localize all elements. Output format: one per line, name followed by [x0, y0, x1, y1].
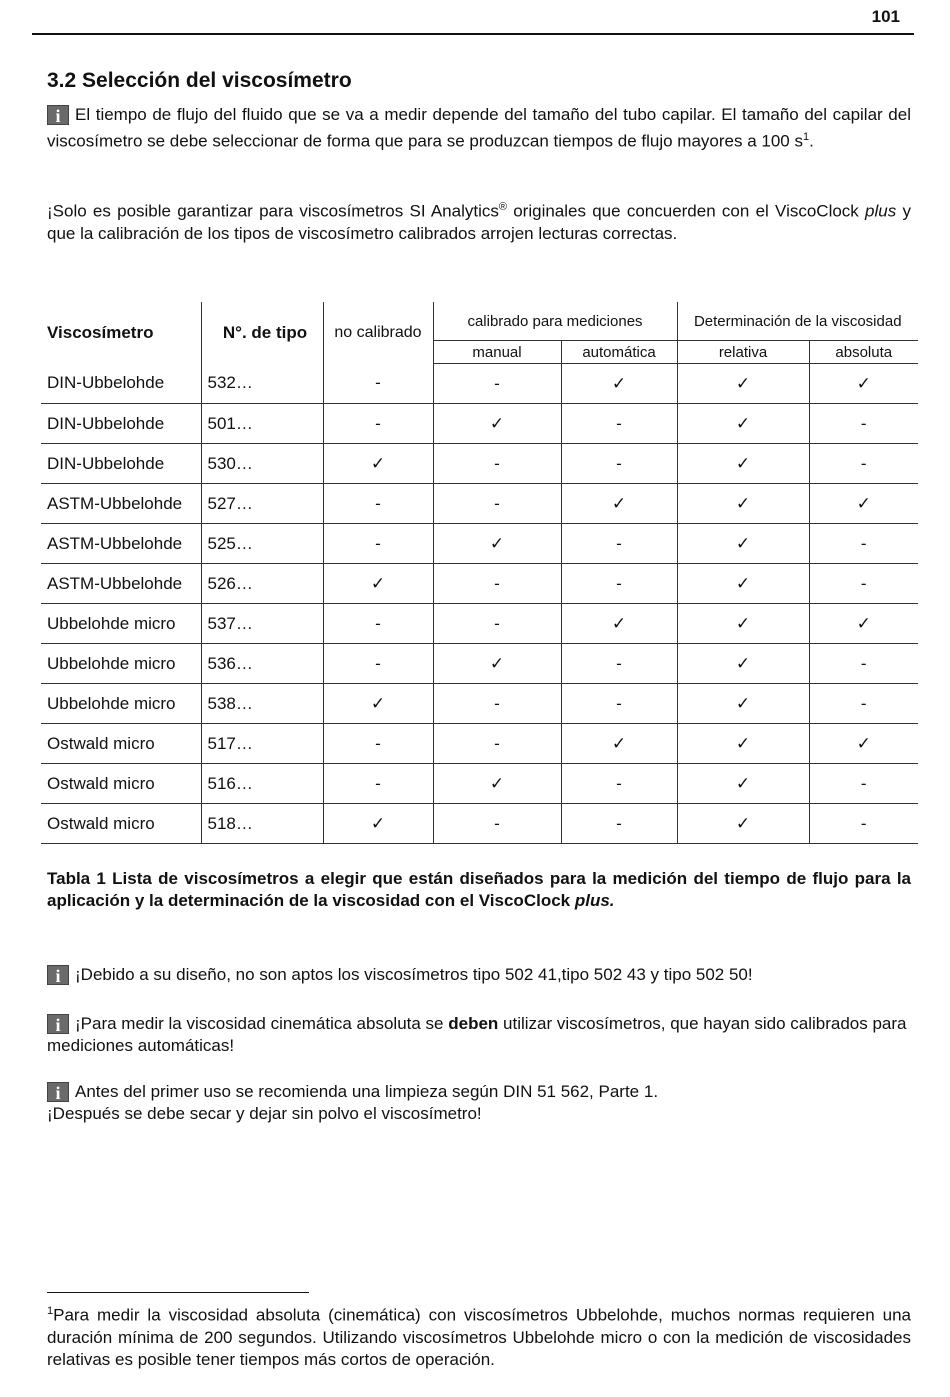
- cell-absolute: -: [809, 644, 918, 684]
- intro-p2-italic: plus: [865, 201, 897, 221]
- cell-automatic: ✓: [561, 364, 677, 404]
- header-rule: [32, 33, 914, 35]
- note-3: [47, 1081, 911, 1125]
- info-icon: i: [47, 965, 69, 985]
- intro-p2-part3: y que la calibración de los tipos de viscosímetro calibrados arrojen lecturas correctas.: [47, 201, 911, 243]
- note-3-line-1: Antes del primer uso se recomienda una limpieza según DIN 51 562, Parte 1.: [75, 1082, 659, 1101]
- cell-type-no: 518…: [201, 804, 323, 844]
- cell-type-no: 526…: [201, 564, 323, 604]
- cell-manual: -: [433, 484, 561, 524]
- cell-automatic: ✓: [561, 724, 677, 764]
- registered-mark: ®: [498, 201, 507, 213]
- table-row: [41, 524, 918, 564]
- caption-text: Tabla 1 Lista de viscosímetros a elegir que están diseñados para la medición del tiempo de flujo para la aplicación y la determinación de la viscosidad con el ViscoClock: [47, 869, 911, 910]
- note-2-part2: utilizar viscosímetros, que hayan sido calibrados para mediciones automáticas!: [47, 1014, 907, 1055]
- page-number: 101: [871, 7, 900, 26]
- viscometer-table: [41, 302, 918, 844]
- table-caption: [47, 868, 911, 912]
- info-icon: i: [47, 1014, 69, 1034]
- cell-relative: ✓: [677, 524, 809, 564]
- cell-absolute: ✓: [809, 724, 918, 764]
- cell-absolute: -: [809, 524, 918, 564]
- header-absolute: absoluta: [809, 341, 918, 364]
- cell-viscometer: Ostwald micro: [41, 764, 201, 804]
- note-1-text: ¡Debido a su diseño, no son aptos los viscosímetros tipo 502 41,tipo 502 43 y tipo 502 50!: [75, 965, 753, 984]
- footnote-rule: [47, 1292, 309, 1293]
- header-relative: relativa: [677, 341, 809, 364]
- table-row: [41, 644, 918, 684]
- cell-absolute: ✓: [809, 604, 918, 644]
- cell-manual: -: [433, 724, 561, 764]
- cell-uncalibrated: -: [323, 724, 433, 764]
- header-determination-group: Determinación de la viscosidad: [677, 302, 918, 341]
- cell-manual: -: [433, 364, 561, 404]
- footnote-ref: 1: [802, 131, 810, 143]
- table-row: [41, 484, 918, 524]
- cell-uncalibrated: -: [323, 604, 433, 644]
- cell-manual: -: [433, 444, 561, 484]
- header-manual: manual: [433, 341, 561, 364]
- cell-automatic: ✓: [561, 604, 677, 644]
- note-2-bold: deben: [448, 1014, 499, 1033]
- cell-uncalibrated: ✓: [323, 564, 433, 604]
- cell-absolute: -: [809, 404, 918, 444]
- cell-type-no: 536…: [201, 644, 323, 684]
- cell-type-no: 501…: [201, 404, 323, 444]
- cell-uncalibrated: ✓: [323, 444, 433, 484]
- cell-uncalibrated: -: [323, 764, 433, 804]
- table-row: [41, 684, 918, 724]
- cell-viscometer: DIN-Ubbelohde: [41, 364, 201, 404]
- cell-type-no: 517…: [201, 724, 323, 764]
- cell-relative: ✓: [677, 404, 809, 444]
- cell-viscometer: Ostwald micro: [41, 724, 201, 764]
- cell-absolute: -: [809, 804, 918, 844]
- table-row: [41, 804, 918, 844]
- table-row: [41, 444, 918, 484]
- cell-absolute: -: [809, 564, 918, 604]
- cell-relative: ✓: [677, 804, 809, 844]
- footnote: [47, 1300, 911, 1371]
- cell-automatic: -: [561, 684, 677, 724]
- cell-relative: ✓: [677, 684, 809, 724]
- cell-uncalibrated: ✓: [323, 684, 433, 724]
- cell-absolute: -: [809, 444, 918, 484]
- intro-paragraph-2: [47, 196, 911, 245]
- cell-automatic: ✓: [561, 484, 677, 524]
- cell-viscometer: ASTM-Ubbelohde: [41, 524, 201, 564]
- cell-uncalibrated: -: [323, 644, 433, 684]
- table-row: [41, 764, 918, 804]
- cell-viscometer: ASTM-Ubbelohde: [41, 484, 201, 524]
- cell-automatic: -: [561, 764, 677, 804]
- cell-relative: ✓: [677, 764, 809, 804]
- cell-automatic: -: [561, 564, 677, 604]
- note-3-line-2: ¡Después se debe secar y dejar sin polvo el viscosímetro!: [47, 1104, 482, 1123]
- cell-viscometer: DIN-Ubbelohde: [41, 404, 201, 444]
- note-1: [47, 964, 911, 986]
- header-viscometer: Viscosímetro: [47, 322, 154, 342]
- cell-relative: ✓: [677, 724, 809, 764]
- intro-p1-text: El tiempo de flujo del fluido que se va a medir depende del tamaño del tubo capilar. El tamaño del capilar del viscosímetro se debe seleccionar de forma que para se produzcan tiempos de flujo mayores a 100 s: [47, 105, 911, 151]
- cell-automatic: -: [561, 804, 677, 844]
- cell-manual: -: [433, 564, 561, 604]
- cell-uncalibrated: -: [323, 524, 433, 564]
- table-body: [41, 364, 918, 844]
- caption-italic: plus.: [574, 891, 615, 910]
- cell-uncalibrated: -: [323, 404, 433, 444]
- cell-manual: -: [433, 684, 561, 724]
- cell-manual: ✓: [433, 764, 561, 804]
- cell-manual: ✓: [433, 404, 561, 444]
- cell-automatic: -: [561, 444, 677, 484]
- cell-relative: ✓: [677, 364, 809, 404]
- cell-relative: ✓: [677, 564, 809, 604]
- note-2: [47, 1013, 911, 1057]
- table-row: [41, 564, 918, 604]
- cell-manual: -: [433, 804, 561, 844]
- table-row: [41, 364, 918, 404]
- cell-manual: -: [433, 604, 561, 644]
- cell-relative: ✓: [677, 604, 809, 644]
- cell-relative: ✓: [677, 484, 809, 524]
- cell-type-no: 527…: [201, 484, 323, 524]
- table-row: [41, 604, 918, 644]
- header-automatic: automática: [561, 341, 677, 364]
- table-row: [41, 724, 918, 764]
- cell-uncalibrated: -: [323, 364, 433, 404]
- note-2-part1: ¡Para medir la viscosidad cinemática absoluta se: [75, 1014, 449, 1033]
- footnote-marker: 1: [47, 1305, 54, 1317]
- cell-viscometer: DIN-Ubbelohde: [41, 444, 201, 484]
- cell-absolute: -: [809, 764, 918, 804]
- cell-absolute: ✓: [809, 484, 918, 524]
- cell-manual: ✓: [433, 644, 561, 684]
- info-icon: i: [47, 1082, 69, 1102]
- cell-type-no: 530…: [201, 444, 323, 484]
- cell-uncalibrated: -: [323, 484, 433, 524]
- intro-p1-end: .: [809, 131, 814, 151]
- cell-viscometer: Ubbelohde micro: [41, 684, 201, 724]
- cell-type-no: 538…: [201, 684, 323, 724]
- info-icon: i: [47, 105, 69, 125]
- header-calibrated-group: calibrado para mediciones: [433, 302, 677, 341]
- cell-viscometer: Ubbelohde micro: [41, 604, 201, 644]
- cell-viscometer: Ubbelohde micro: [41, 644, 201, 684]
- cell-relative: ✓: [677, 444, 809, 484]
- intro-paragraph-1: [47, 104, 911, 153]
- cell-automatic: -: [561, 524, 677, 564]
- cell-relative: ✓: [677, 644, 809, 684]
- cell-type-no: 537…: [201, 604, 323, 644]
- cell-uncalibrated: ✓: [323, 804, 433, 844]
- section-title: 3.2 Selección del viscosímetro: [47, 69, 352, 92]
- cell-automatic: -: [561, 644, 677, 684]
- cell-type-no: 532…: [201, 364, 323, 404]
- cell-absolute: -: [809, 684, 918, 724]
- intro-p2-part2: originales que concuerden con el ViscoClock: [506, 201, 866, 221]
- cell-automatic: -: [561, 404, 677, 444]
- cell-type-no: 516…: [201, 764, 323, 804]
- footnote-text: Para medir la viscosidad absoluta (cinemática) con viscosímetros Ubbelohde, muchos normas requieren una duración mínima de 200 segundos. Utilizando viscosímetros Ubbelohde micro o con la medición de viscosidades relativas es posible tener tiempos más cortos de operación.: [47, 1305, 911, 1369]
- cell-absolute: ✓: [809, 364, 918, 404]
- intro-p2-part1: ¡Solo es posible garantizar para viscosímetros SI Analytics: [47, 201, 499, 221]
- header-uncalibrated: no calibrado: [323, 302, 433, 364]
- cell-type-no: 525…: [201, 524, 323, 564]
- cell-viscometer: ASTM-Ubbelohde: [41, 564, 201, 604]
- cell-manual: ✓: [433, 524, 561, 564]
- header-type-no: N°. de tipo: [201, 302, 323, 364]
- table-row: [41, 404, 918, 444]
- cell-viscometer: Ostwald micro: [41, 804, 201, 844]
